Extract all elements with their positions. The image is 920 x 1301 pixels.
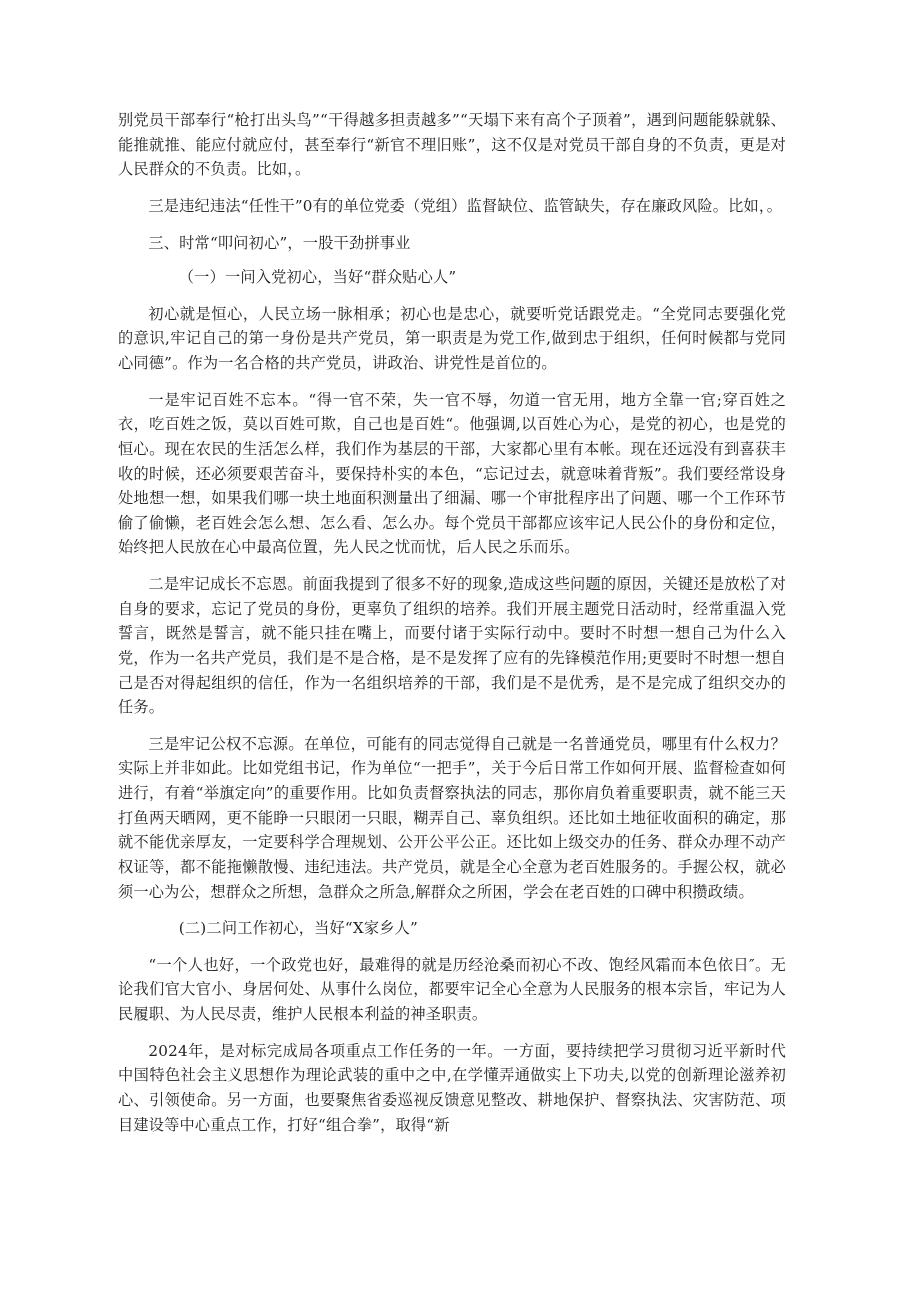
paragraph-5: 一是牢记百姓不忘本。“得一官不荣，失一官不辱，勿道一官无用，地方全靠一官;穿百姓之衣，吃百姓之饭，莫以百姓可欺，自己也是百姓“。他强调,以百姓心为心，是党的初心，也是党的恒心。现在农民的生活怎么样，我们作为基层的干部，大家都心里有本帐。现在还远没有到喜获丰收的时候，还必须要艰苦奋斗，要保持朴实的本色，“忘记过去，就意味着背叛”。我们要经常设身处地想一想，如果我们哪一块土地面积测量出了细漏、哪一个审批程序出了问题、哪一个工作环节偷了偷懒，老百姓会怎么想、怎么看、怎么办。每个党员干部都应该牢记人民公仆的身份和定位，始终把人民放在心中最高位置，先人民之忧而忧，后人民之乐而乐。 (118, 390, 786, 557)
paragraph-10: 2024年，是对标完成局各项重点工作任务的一年。一方面，要持续把学习贯彻习近平新时代中国特色社会主义思想作为理论武装的重中之中,在学懂弄通做实上下功夫,以党的创新理论滋养初心、引领使命。另一方面，也要聚焦省委巡视反馈意见整改、耕地保护、督察执法、灾害防范、项目建设等中心重点工作，打好“组合拳”，取得“新 (118, 1041, 786, 1134)
section-heading-3: 三、时常“叩问初心”，一股干劲拼事业 (148, 233, 411, 252)
paragraph-1: 三是违纪违法“任性干”0有的单位党委（党组）监督缺位、监管缺失，存在廉政风险。比如，。 (148, 196, 783, 215)
subsection-heading-2: (二)二问工作初心，当好“X家乡人” (178, 919, 419, 938)
paragraph-7: 三是牢记公权不忘源。在单位，可能有的同志觉得自己就是一名普通党员，哪里有什么权力？实际上并非如此。比如党组书记，作为单位“一把手”，关于今后日常工作如何开展、监督检查如何进行，有着“举旗定向”的重要作用。比如负责督察执法的同志，那你肩负着重要职责，就不能三天打鱼两天晒网，更不能睁一只眼闭一只眼，糊弄自己、辜负组织。还比如土地征收面积的确定，那就不能优亲厚友，一定要科学合理规划、公开公平公正。还比如上级交办的任务、群众办理不动产权证等，都不能拖懒散慢、违纪违法。共产党员，就是全心全意为老百姓服务的。手握公权，就必须一心为公，想群众之所想，急群众之所急,解群众之所困，学会在老百姓的口碑中积攒政绩。 (118, 734, 786, 901)
document-page (118, 108, 786, 1149)
subsection-heading-1: （一）一问入党初心，当好“群众贴心人” (178, 268, 457, 287)
paragraph-4: 初心就是恒心，人民立场一脉相承；初心也是忠心，就要听党话跟党走。“全党同志要强化党的意识,牢记自己的第一身份是共产党员，第一职责是为党工作,做到忠于组织，任何时候都与党同心同德”。作为一名合格的共产党员，讲政治、讲党性是首位的。 (118, 304, 786, 372)
paragraph-9: “一个人也好，一个政党也好，最难得的就是历经沧桑而初心不改、饱经风霜而本色依日″。无论我们官大官小、身居何处、从事什么岗位，都要牢记全心全意为人民服务的根本宗旨，牢记为人民履职、为人民尽责，维护人民根本利益的神圣职责。 (118, 955, 786, 1023)
paragraph-6: 二是牢记成长不忘恩。前面我提到了很多不好的现象,造成这些问题的原因，关键还是放松了对自身的要求，忘记了党员的身份，更辜负了组织的培养。我们开展主题党日活动时，经常重温入党誓言，既然是誓言，就不能只挂在嘴上，而要付诸于实际行动中。要时不时想一想自己为什么入党，作为一名共产党员，我们是不是合格，是不是发挥了应有的先锋模范作用;更要时不时想一想自己是否对得起组织的信任，作为一名组织培养的干部，我们是不是优秀，是不是完成了组织交办的任务。 (118, 575, 786, 717)
paragraph-0: 别党员干部奉行“枪打出头鸟”“干得越多担责越多”“天塌下来有高个子顶着”，遇到问题能躲就躲、能推就推、能应付就应付，甚至奉行“新官不理旧账”，这不仅是对党员干部自身的不负责，更是对人民群众的不负责。比如，。 (118, 111, 786, 179)
